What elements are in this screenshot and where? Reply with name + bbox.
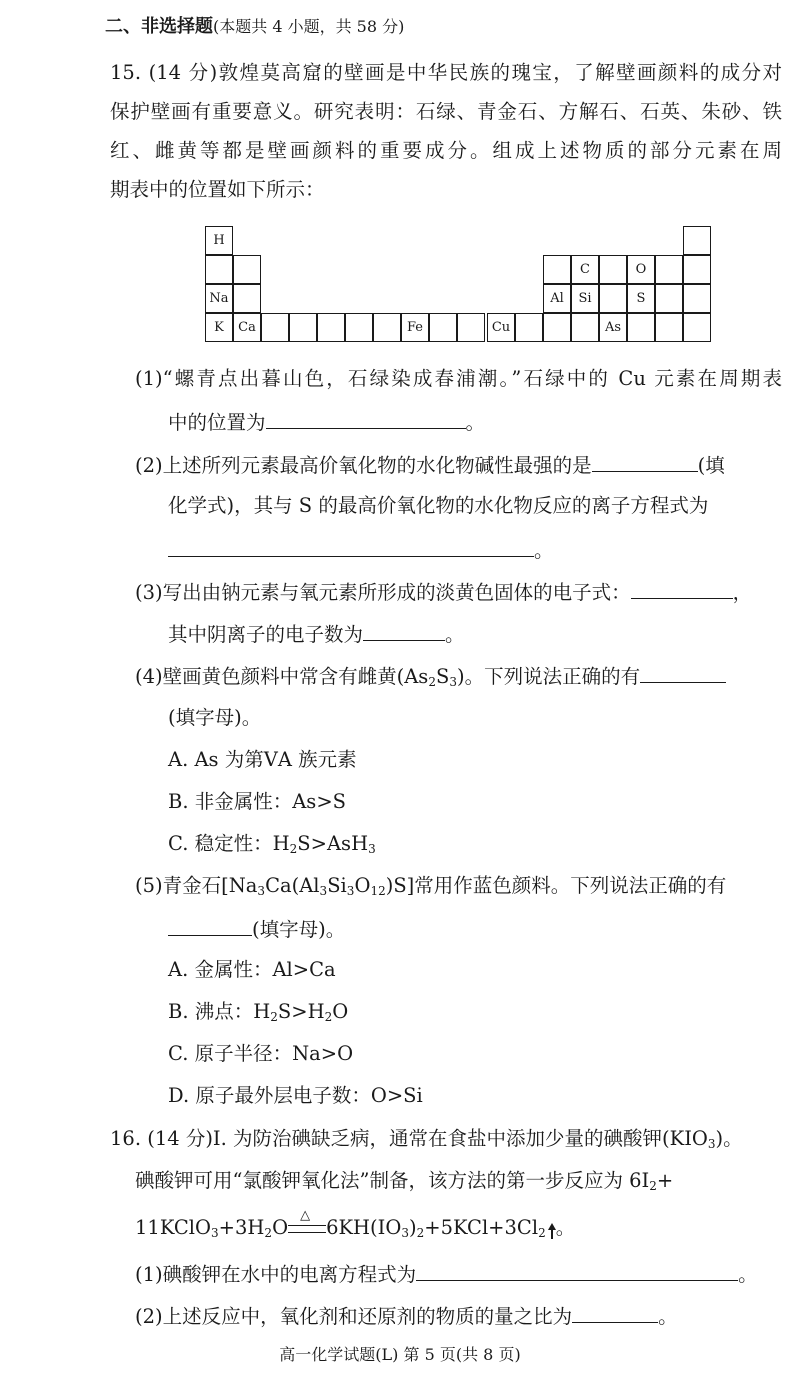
- cell-As: As: [599, 313, 627, 342]
- answer-blank[interactable]: [266, 408, 466, 429]
- answer-blank[interactable]: [592, 451, 698, 472]
- part3-text: (3)写出由钠元素与氧元素所形成的淡黄色固体的电子式：: [135, 581, 631, 604]
- q16-text: )。: [715, 1127, 743, 1150]
- option-text: S>H: [277, 1000, 325, 1023]
- part2-tail: (填: [697, 454, 725, 477]
- q15-line2: 保护壁画有重要意义。研究表明：石绿、青金石、方解石、石英、朱砂、铁: [110, 100, 782, 123]
- cell-empty: [233, 284, 261, 313]
- option-text: O: [332, 1000, 349, 1023]
- eq-text: ): [408, 1216, 417, 1239]
- heat-symbol: △: [300, 1208, 311, 1223]
- q15-part1-line2: 中的位置为 。: [168, 408, 485, 436]
- q16-line2: 碘酸钾可用“氯酸钾氧化法”制备，该方法的第一步反应为 $6I_2+$: [135, 1169, 674, 1193]
- q16-text: +: [656, 1169, 674, 1192]
- q15-part3-line2: 其中阴离子的电子数为 。: [168, 620, 465, 648]
- cell-Al: Al: [543, 284, 571, 313]
- eq-text: O: [272, 1216, 289, 1239]
- answer-blank[interactable]: [168, 915, 252, 936]
- eq-text: 。: [555, 1216, 576, 1239]
- q15-part5-line1: (5)青金石$[Na_3Ca(Al_3Si_3O_{12})S]$常用作蓝色颜料。下列说法正确的有: [135, 874, 727, 898]
- section-note: (本题共 4 小题，共 58 分): [213, 17, 405, 36]
- cell-empty: [261, 313, 289, 342]
- q16-part2-text: (2)上述反应中，氧化剂和还原剂的物质的量之比为: [135, 1305, 573, 1328]
- q15-part2-line1: [135, 451, 725, 479]
- cell-empty: [571, 313, 599, 342]
- answer-blank[interactable]: [640, 662, 726, 683]
- option-text: C. 稳定性：H: [168, 832, 290, 855]
- cell-empty: [599, 284, 627, 313]
- part4-text: )。下列说法正确的有: [456, 665, 641, 688]
- eq-text: 6KH(IO: [326, 1216, 402, 1239]
- q16-part1: (1)碘酸钾在水中的电离方程式为 。: [135, 1260, 758, 1288]
- heat-equals-sign: [288, 1208, 326, 1241]
- answer-blank[interactable]: [168, 536, 534, 557]
- option-D: D. 原子最外层电子数：O>Si: [168, 1084, 423, 1107]
- q15-line3: 红、雌黄等都是壁画颜料的重要成分。组成上述物质的部分元素在周: [110, 139, 782, 162]
- cell-empty: [655, 313, 683, 342]
- part5-text: )S]常用作蓝色颜料。下列说法正确的有: [385, 874, 727, 897]
- q15-part2-line2: 化学式)，其与 S 的最高价氧化物的水化物反应的离子方程式为: [168, 494, 709, 517]
- answer-blank[interactable]: [363, 620, 445, 641]
- part3-text2: 其中阴离子的电子数为: [168, 623, 364, 646]
- q15-line1: 15. (14 分)敦煌莫高窟的壁画是中华民族的瑰宝，了解壁画颜料的成分对: [110, 61, 782, 84]
- cell-Ca: Ca: [233, 313, 261, 342]
- option-text: B. 沸点：H: [168, 1000, 271, 1023]
- part5-text: (填字母)。: [252, 918, 346, 941]
- option-B: B. 沸点：$H_2S>H_2O$: [168, 1000, 349, 1024]
- cell-empty: [683, 255, 711, 284]
- q16-text: 碘酸钾可用“氯酸钾氧化法”制备，该方法的第一步反应为 6I: [135, 1169, 650, 1192]
- gas-arrow-icon: [548, 1223, 556, 1230]
- eq-text: +3H: [218, 1216, 265, 1239]
- part4-text: (4)壁画黄色颜料中常含有雌黄(As: [135, 665, 429, 688]
- q16-line1: 16. (14 分)Ⅰ. 为防治碘缺乏病，通常在食盐中添加少量的碘酸钾$(KIO_3)$。: [110, 1127, 743, 1151]
- q16-part2: (2)上述反应中，氧化剂和还原剂的物质的量之比为 。: [135, 1302, 678, 1330]
- cell-empty: [317, 313, 345, 342]
- q15-part2-line3: 。: [168, 536, 554, 564]
- cell-empty: [345, 313, 373, 342]
- eq-text: +5KCl+3Cl: [424, 1216, 539, 1239]
- eq-text: 11KClO: [135, 1216, 212, 1239]
- option-A: A. 金属性：Al>Ca: [168, 958, 336, 981]
- cell-Si: Si: [571, 284, 599, 313]
- option-C: C. 原子半径：Na>O: [168, 1042, 354, 1065]
- q16-text: 16. (14 分)Ⅰ. 为防治碘缺乏病，通常在食盐中添加少量的碘酸钾(KIO: [110, 1127, 708, 1150]
- cell-empty: [233, 255, 261, 284]
- section-title: 二、非选择题: [105, 16, 213, 37]
- cell-O: O: [627, 255, 655, 284]
- q15-part1-line1: (1)“螺青点出暮山色，石绿染成春浦潮。”石绿中的 Cu 元素在周期表: [135, 367, 782, 390]
- cell-empty: [289, 313, 317, 342]
- section-header: [105, 14, 404, 40]
- q16-part1-text: (1)碘酸钾在水中的电离方程式为: [135, 1263, 417, 1286]
- part5-text: (5)青金石[Na: [135, 874, 258, 897]
- option-C: C. 稳定性：$H_2S>AsH_3$: [168, 832, 376, 856]
- cell-empty: [205, 255, 233, 284]
- cell-S: S: [627, 284, 655, 313]
- cell-empty: [683, 226, 711, 255]
- q15-part4-line1: (4)壁画黄色颜料中常含有雌黄$(As_2S_3)$。下列说法正确的有: [135, 662, 726, 695]
- cell-H: H: [205, 226, 233, 255]
- cell-K: K: [205, 313, 233, 342]
- cell-Fe: Fe: [401, 313, 429, 342]
- cell-empty: [683, 313, 711, 342]
- cell-C: C: [571, 255, 599, 284]
- cell-empty: [543, 313, 571, 342]
- cell-empty: [515, 313, 543, 342]
- cell-empty: [429, 313, 457, 342]
- option-text: S>AsH: [297, 832, 369, 855]
- part4-text: S: [435, 665, 450, 688]
- option-B: B. 非金属性：As>S: [168, 790, 347, 813]
- cell-empty: [599, 255, 627, 284]
- cell-empty: [373, 313, 401, 342]
- q15-part4-line2: (填字母)。: [168, 706, 262, 729]
- part5-text: O: [354, 874, 371, 897]
- option-A: A. As 为第ⅤA 族元素: [168, 748, 357, 771]
- cell-Na: Na: [205, 284, 233, 313]
- q15-line4: 期表中的位置如下所示：: [110, 178, 325, 201]
- q15-part3-line1: (3)写出由钠元素与氧元素所形成的淡黄色固体的电子式： ，: [135, 578, 752, 606]
- q16-equation: $11KClO_3+3H_2O$ △ $6KH(IO_3)_2+5KCl+3Cl_2$ 。: [135, 1215, 575, 1246]
- cell-empty: [543, 255, 571, 284]
- part5-text: Si: [327, 874, 347, 897]
- part1-text: 中的位置为: [168, 411, 266, 434]
- answer-blank[interactable]: [572, 1302, 658, 1323]
- cell-empty: [655, 284, 683, 313]
- q15-part5-line2: [168, 915, 345, 943]
- page-footer: 高一化学试题(L) 第 5 页(共 8 页): [279, 1345, 521, 1364]
- cell-empty: [457, 313, 485, 342]
- cell-Cu: Cu: [487, 313, 515, 342]
- answer-blank[interactable]: [416, 1260, 738, 1281]
- cell-empty: [683, 284, 711, 313]
- part2-text: (2)上述所列元素最高价氧化物的水化物碱性最强的是: [135, 454, 592, 477]
- answer-blank[interactable]: [631, 578, 733, 599]
- cell-empty: [627, 313, 655, 342]
- part5-text: Ca(Al: [265, 874, 320, 897]
- cell-empty: [655, 255, 683, 284]
